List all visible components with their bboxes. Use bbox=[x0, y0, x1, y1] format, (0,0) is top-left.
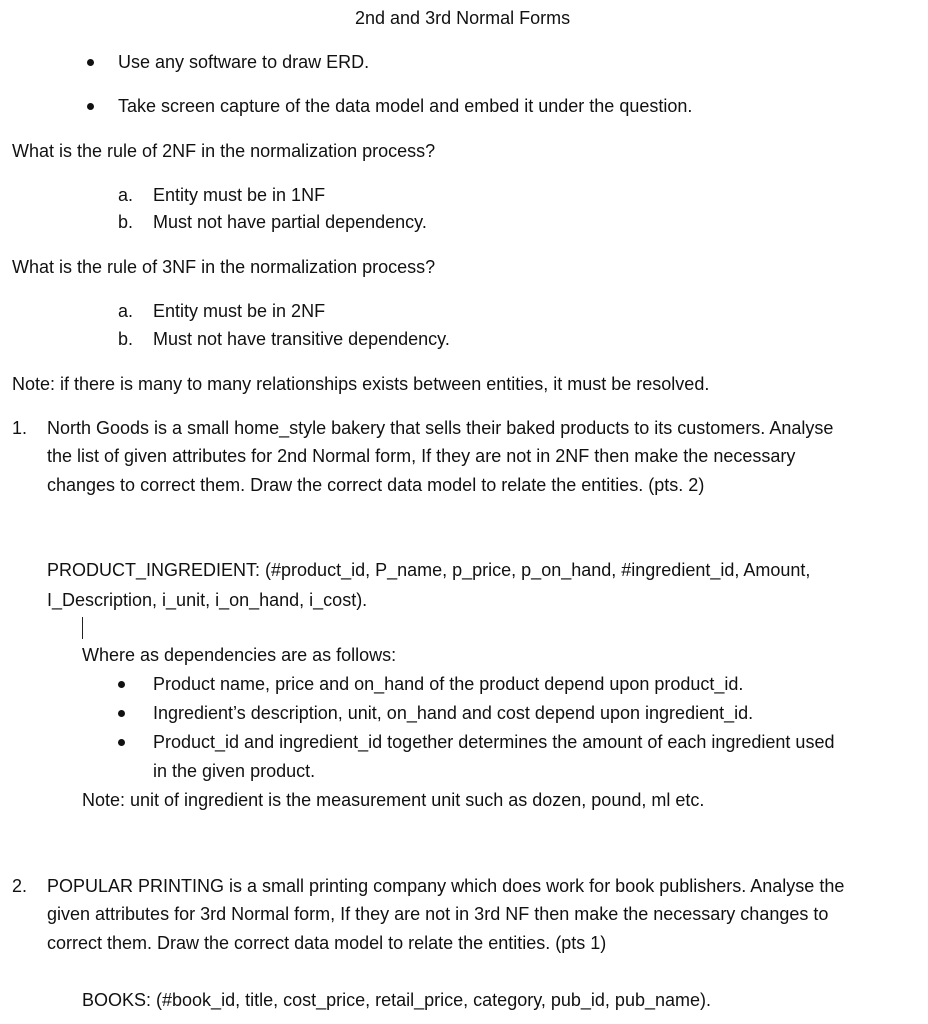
dependencies-heading: Where as dependencies are as follows: bbox=[82, 645, 397, 665]
dependency-item: Product_id and ingredient_id together determines the amount of each ingredient used bbox=[153, 732, 835, 752]
dependency-item: Ingredient’s description, unit, on_hand and cost depend upon ingredient_id. bbox=[153, 703, 754, 723]
bullet-icon bbox=[87, 103, 94, 110]
relation-product-ingredient-cont: I_Description, i_unit, i_on_hand, i_cost). bbox=[47, 590, 368, 610]
text-cursor bbox=[82, 617, 83, 639]
relation-books: BOOKS: (#book_id, title, cost_price, retail_price, category, pub_id, pub_name). bbox=[82, 990, 711, 1010]
answer-marker: a. bbox=[118, 301, 134, 321]
answer-text: Must not have partial dependency. bbox=[153, 212, 427, 232]
instruction-item: Use any software to draw ERD. bbox=[118, 52, 370, 72]
answer-text: Entity must be in 2NF bbox=[153, 301, 326, 321]
instruction-item: Take screen capture of the data model and embed it under the question. bbox=[118, 96, 693, 116]
question1-text-line: the list of given attributes for 2nd Normal form, If they are not in 2NF then make the necessary bbox=[47, 446, 796, 466]
question-3nf: What is the rule of 3NF in the normalization process? bbox=[12, 257, 436, 277]
note-many-to-many: Note: if there is many to many relationships exists between entities, it must be resolved. bbox=[12, 374, 710, 394]
answer-marker: b. bbox=[118, 212, 134, 232]
question2-text-line: POPULAR PRINTING is a small printing company which does work for book publishers. Analyse the bbox=[47, 876, 845, 896]
bullet-icon bbox=[118, 681, 125, 688]
dependency-item: Product name, price and on_hand of the product depend upon product_id. bbox=[153, 674, 744, 694]
page-title: 2nd and 3rd Normal Forms bbox=[355, 8, 571, 28]
answer-marker: a. bbox=[118, 185, 134, 205]
answer-text: Entity must be in 1NF bbox=[153, 185, 326, 205]
bullet-icon bbox=[118, 739, 125, 746]
question2-text-line: given attributes for 3rd Normal form, If they are not in 3rd NF then make the necessary changes to bbox=[47, 904, 829, 924]
bullet-icon bbox=[87, 59, 94, 66]
answer-marker: b. bbox=[118, 329, 134, 349]
relation-product-ingredient: PRODUCT_INGREDIENT: (#product_id, P_name, p_price, p_on_hand, #ingredient_id, Amount, bbox=[47, 560, 811, 580]
question1-text-line: North Goods is a small home_style bakery that sells their baked products to its customers. Analyse bbox=[47, 418, 834, 438]
answer-text: Must not have transitive dependency. bbox=[153, 329, 450, 349]
dependency-item-cont: in the given product. bbox=[153, 761, 316, 781]
question-2nf: What is the rule of 2NF in the normalization process? bbox=[12, 141, 436, 161]
question2-text-line: correct them. Draw the correct data model to relate the entities. (pts 1) bbox=[47, 933, 607, 953]
question2-number: 2. bbox=[12, 876, 28, 896]
question1-text-line: changes to correct them. Draw the correct data model to relate the entities. (pts. 2) bbox=[47, 475, 705, 495]
question1-number: 1. bbox=[12, 418, 28, 438]
unit-note: Note: unit of ingredient is the measurement unit such as dozen, pound, ml etc. bbox=[82, 790, 705, 810]
bullet-icon bbox=[118, 710, 125, 717]
